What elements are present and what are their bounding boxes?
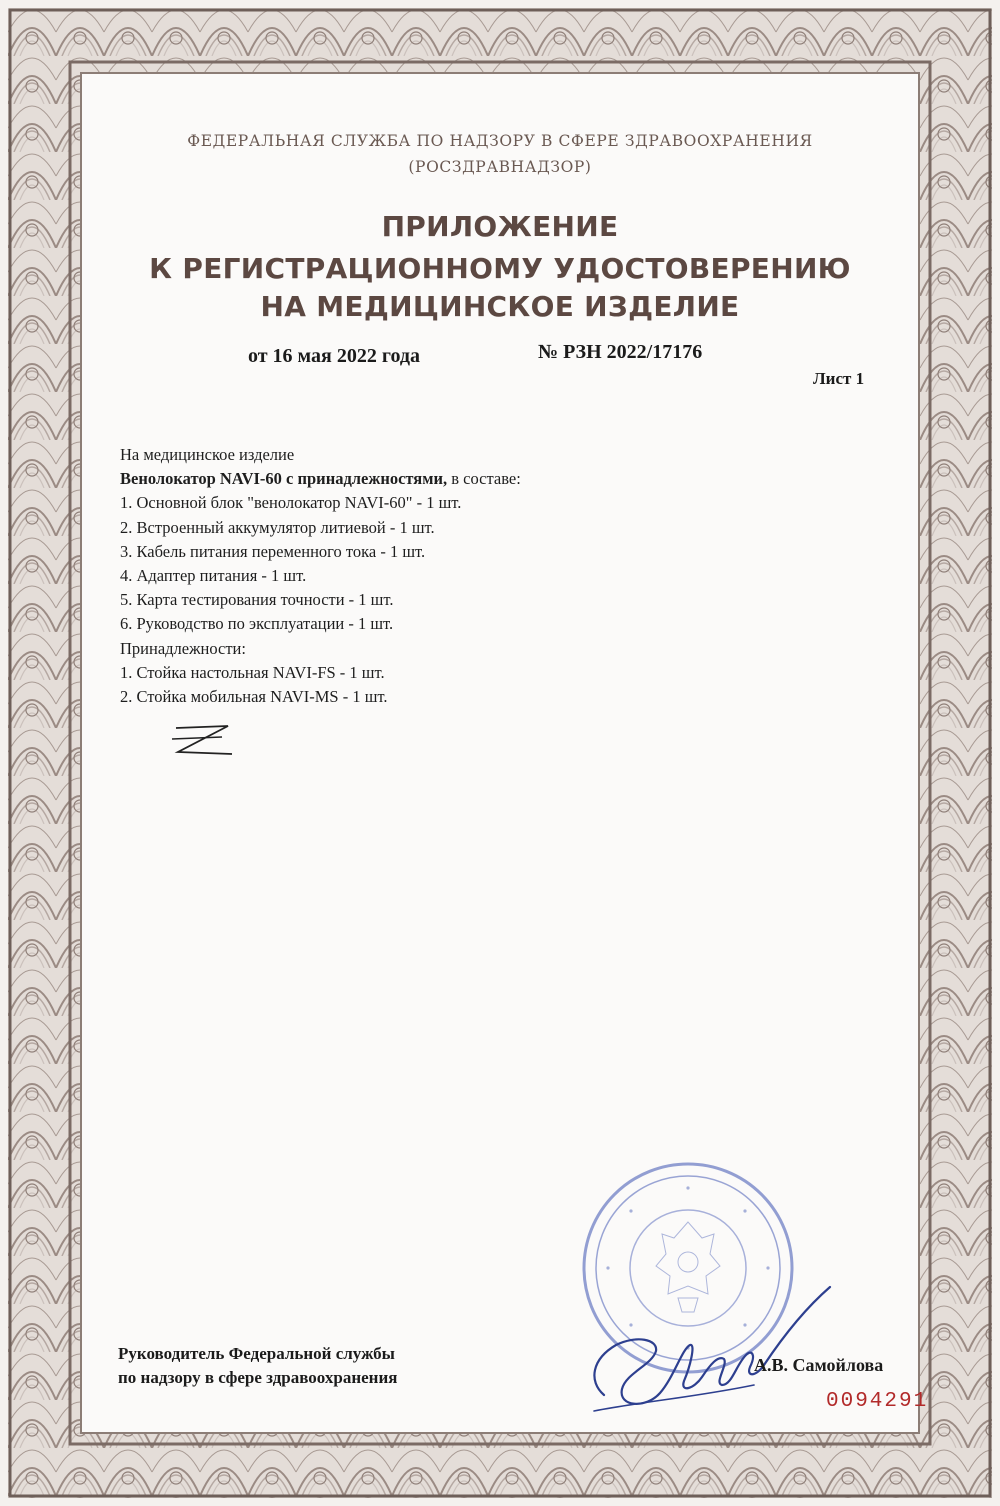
list-item: 4. Адаптер питания - 1 шт. [120, 566, 307, 586]
position-line1: Руководитель Федеральной службы [118, 1344, 395, 1363]
org-name: ФЕДЕРАЛЬНАЯ СЛУЖБА ПО НАДЗОРУ В СФЕРЕ ЗДРАВООХРАНЕНИЯ [187, 132, 813, 150]
device-suffix: в составе: [447, 469, 521, 489]
list-item: 3. Кабель питания переменного тока - 1 шт. [120, 541, 426, 561]
registration-date: от 16 мая 2022 года [248, 345, 420, 367]
accessories-label: Принадлежности: [120, 638, 246, 658]
list-item: 1. Основной блок "венолокатор NAVI-60" - 1 шт. [120, 493, 462, 513]
z-crossout-mark [166, 722, 238, 764]
device-description [120, 443, 740, 709]
serial-number: 0094291 [826, 1390, 929, 1413]
list-item: 5. Карта тестирования точности - 1 шт. [120, 590, 394, 610]
intro-text: На медицинское изделие [120, 445, 295, 464]
accessory-item: 2. Стойка мобильная NAVI-MS - 1 шт. [120, 687, 388, 707]
sheet-number: Лист 1 [813, 369, 865, 388]
list-item: 2. Встроенный аккумулятор литиевой - 1 шт. [120, 517, 435, 537]
document-title-line2: К РЕГИСТРАЦИОННОМУ УДОСТОВЕРЕНИЮ [149, 252, 851, 285]
device-name: Венолокатор NAVI-60 с принадлежностями, [120, 469, 448, 489]
device-title [120, 467, 740, 491]
signatory-position [118, 1342, 397, 1390]
accessory-item: 1. Стойка настольная NAVI-FS - 1 шт. [120, 662, 385, 682]
list-item: 6. Руководство по эксплуатации - 1 шт. [120, 614, 394, 634]
position-line2: по надзору в сфере здравоохранения [118, 1368, 398, 1387]
document-title-line3: НА МЕДИЦИНСКОЕ ИЗДЕЛИЕ [260, 290, 740, 323]
org-abbreviation: (РОСЗДРАВНАДЗОР) [408, 158, 592, 176]
signer-name: А.В. Самойлова [754, 1355, 884, 1375]
registration-number: № РЗН 2022/17176 [538, 341, 703, 363]
document-title-line1: ПРИЛОЖЕНИЕ [381, 210, 619, 243]
